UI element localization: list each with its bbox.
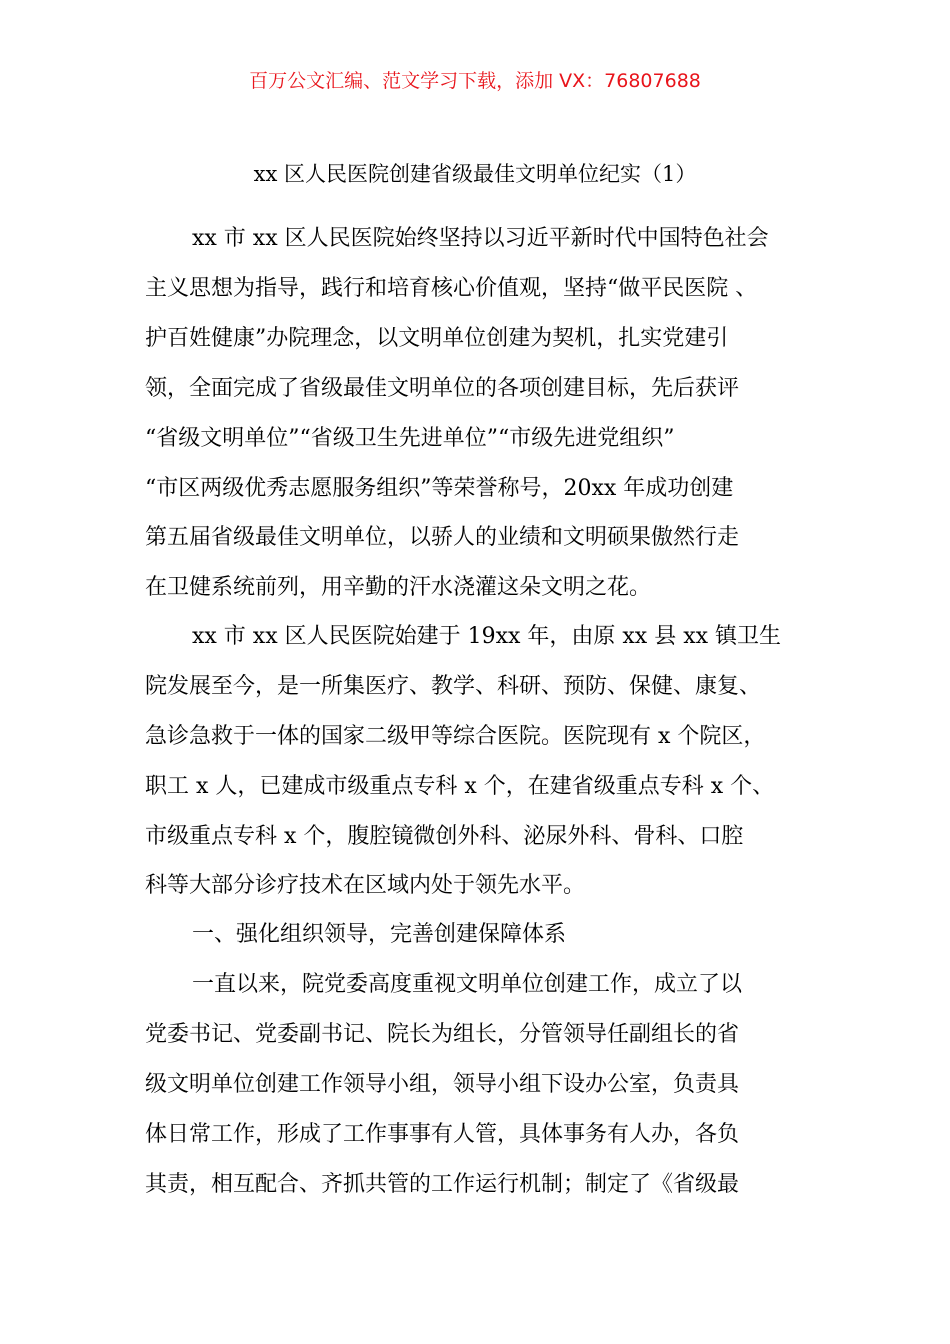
body-line: 体日常工作，形成了工作事事有人管，具体事务有人办，各负	[145, 1122, 740, 1147]
document-title: xx 区人民医院创建省级最佳文明单位纪实（1）	[253, 162, 697, 186]
body-line: 领，全面完成了省级最佳文明单位的各项创建目标，先后获评	[145, 376, 740, 401]
body-line: xx 市 xx 区人民医院始终坚持以习近平新时代中国特色社会	[192, 226, 769, 251]
body-line: 院发展至今，是一所集医疗、教学、科研、预防、保健、康复、	[145, 674, 762, 699]
body-line: 在卫健系统前列，用辛勤的汗水浇灌这朵文明之花。	[145, 575, 652, 600]
body-line: 党委书记、党委副书记、院长为组长，分管领导任副组长的省	[145, 1022, 740, 1047]
body-line: 级文明单位创建工作领导小组，领导小组下设办公室，负责具	[145, 1072, 740, 1097]
body-line: 市级重点专科 x 个，腹腔镜微创外科、泌尿外科、骨科、口腔	[145, 824, 744, 849]
body-line: 急诊急救于一体的国家二级甲等综合医院。医院现有 x 个院区，	[145, 724, 766, 749]
body-line: “市区两级优秀志愿服务组织”等荣誉称号，20xx 年成功创建	[145, 476, 734, 501]
body-line: 护百姓健康”办院理念，以文明单位创建为契机，扎实党建引	[145, 326, 729, 351]
body-line: 其责，相互配合、齐抓共管的工作运行机制；制定了《省级最	[145, 1172, 740, 1197]
header-notice: 百万公文汇编、范文学习下载，添加 VX：76807688	[249, 70, 701, 92]
body-line: “省级文明单位”“省级卫生先进单位”“市级先进党组织”	[145, 426, 675, 451]
body-line: 科等大部分诊疗技术在区域内处于领先水平。	[145, 873, 586, 898]
section-heading: 一、强化组织领导，完善创建保障体系	[192, 922, 567, 947]
body-line: 第五届省级最佳文明单位，以骄人的业绩和文明硕果傲然行走	[145, 525, 740, 550]
body-line: xx 市 xx 区人民医院始建于 19xx 年，由原 xx 县 xx 镇卫生	[192, 624, 782, 649]
body-line: 一直以来，院党委高度重视文明单位创建工作，成立了以	[192, 972, 743, 997]
body-line: 职工 x 人，已建成市级重点专科 x 个，在建省级重点专科 x 个、	[145, 774, 775, 799]
body-line: 主义思想为指导，践行和培育核心价值观，坚持“做平民医院 、	[145, 276, 758, 301]
